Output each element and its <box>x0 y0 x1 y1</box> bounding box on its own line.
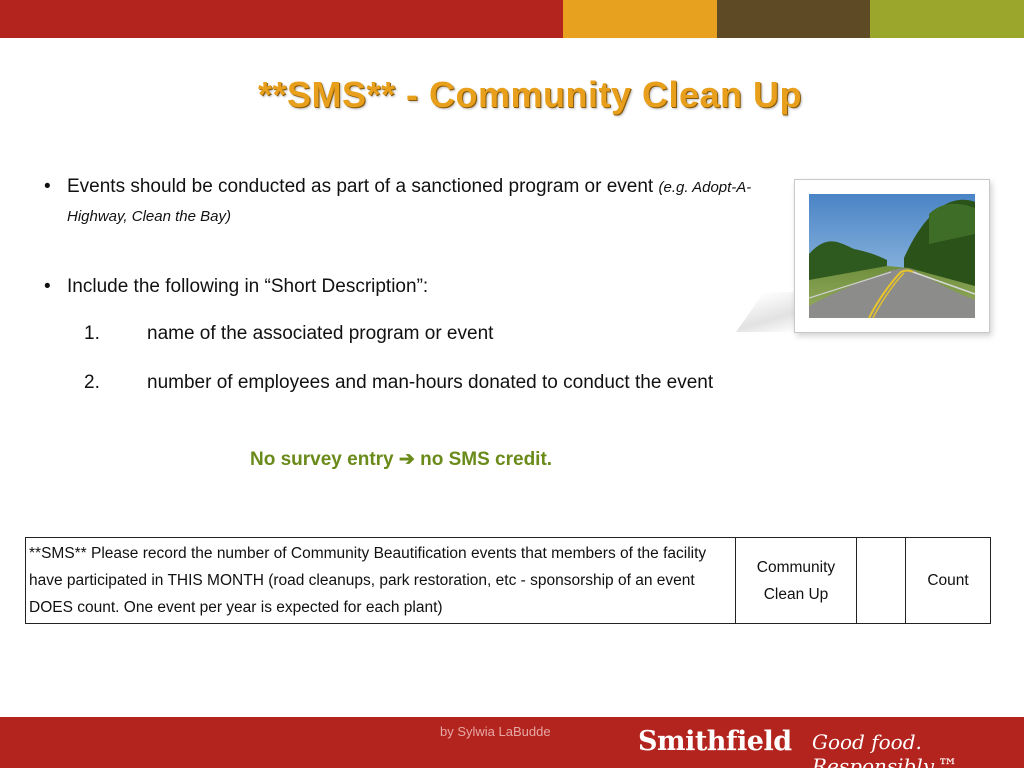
smithfield-logo: Smithfield <box>638 726 792 757</box>
bullet-short-description <box>44 273 764 301</box>
road-photo-icon <box>809 194 975 318</box>
item-text: number of employees and man-hours donated to conduct the event <box>147 372 714 393</box>
item-number: 2. <box>84 372 100 393</box>
header-color-bar <box>0 0 1024 38</box>
no-credit-note <box>250 446 552 474</box>
table-row <box>26 538 991 624</box>
sms-table <box>25 537 991 624</box>
table-cell-description: **SMS** Please record the number of Community Beautification events that members of the facility have participated in THIS MONTH (road cleanups, park restoration, etc - sponsorship of an event DOES count. One event per year is expected for each plant) <box>26 538 736 624</box>
bullet-sanctioned-events <box>44 173 764 231</box>
footer-byline: by Sylwia LaBudde <box>440 724 551 739</box>
note-text: No survey entry <box>250 449 394 470</box>
footer-tagline: Good food. Responsibly.™ <box>812 730 958 778</box>
table-cell-measure: Count <box>906 538 991 624</box>
header-segment-olive <box>870 0 1024 38</box>
road-photo-frame <box>794 179 990 333</box>
item-text: name of the associated program or event <box>147 323 494 344</box>
bullet-text: Include the following in “Short Description”: <box>67 276 429 297</box>
header-segment-brown <box>717 0 870 38</box>
table-cell-blank <box>857 538 906 624</box>
header-segment-red <box>0 0 563 38</box>
header-segment-gold <box>563 0 717 38</box>
arrow-icon: ➔ <box>398 449 415 470</box>
bullet-example: (e.g. Adopt-A-Highway, Clean the Bay) <box>67 179 752 225</box>
note-text-result: no SMS credit. <box>420 449 553 470</box>
slide-title: **SMS** - Community Clean Up <box>257 74 803 115</box>
bullet-marker: • <box>44 276 51 297</box>
bullet-text: Events should be conducted as part of a sanctioned program or event <box>67 176 654 197</box>
bullet-marker: • <box>44 176 51 197</box>
footer-bar <box>0 717 1024 778</box>
item-number: 1. <box>84 323 100 344</box>
table-cell-category: Community Clean Up <box>736 538 857 624</box>
